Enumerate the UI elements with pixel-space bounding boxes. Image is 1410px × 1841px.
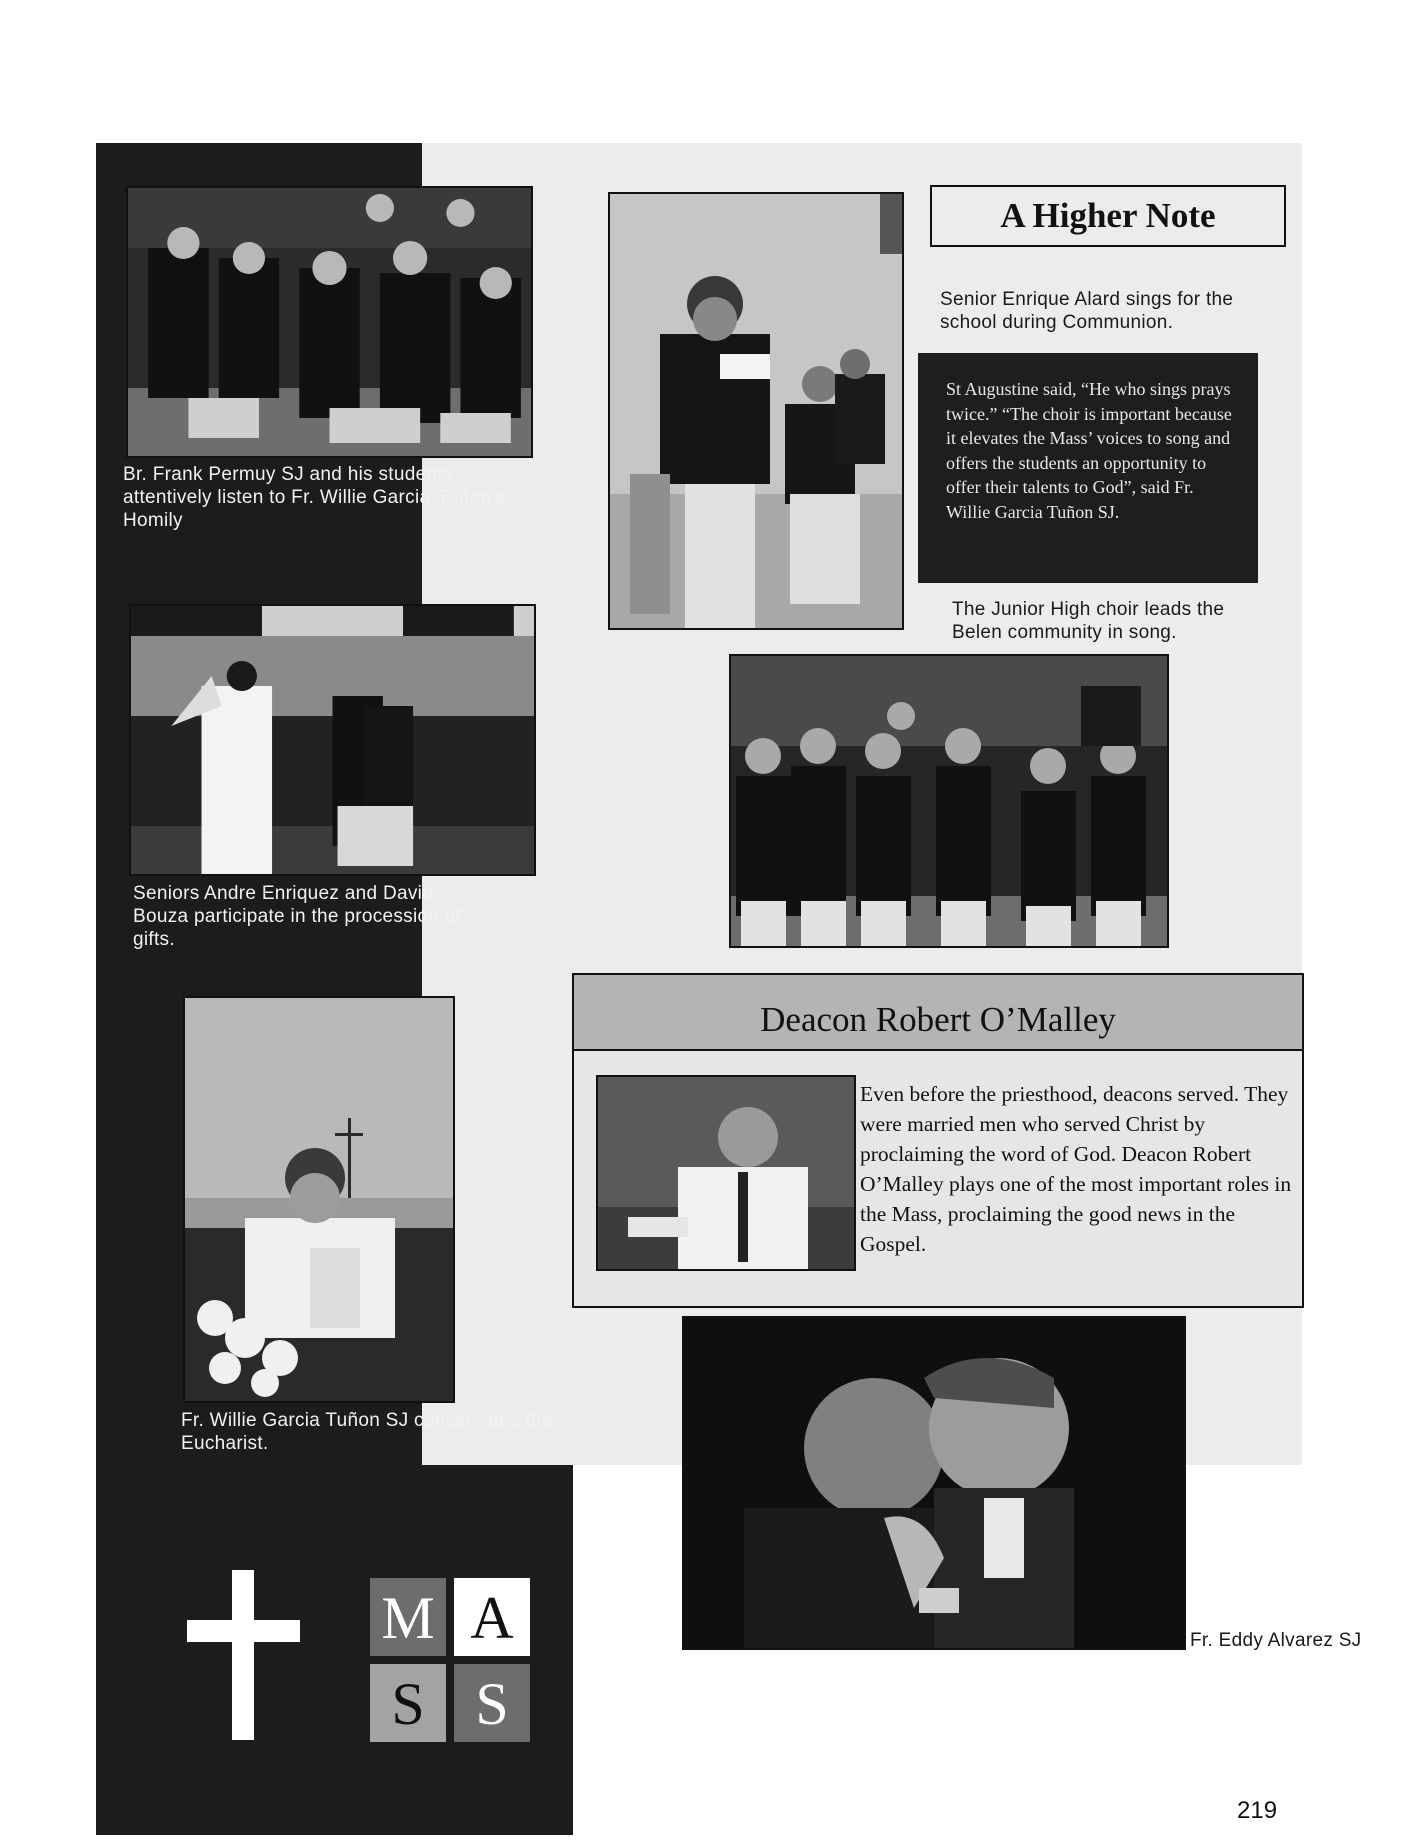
photo-deacon	[596, 1075, 856, 1271]
mass-logo	[370, 1578, 530, 1742]
photo-eddy-alvarez	[682, 1316, 1186, 1650]
logo-letter-s-2: S	[454, 1664, 530, 1742]
logo-letter-a: A	[454, 1578, 530, 1656]
caption-procession: Seniors Andre Enriquez and David Bouza participate in the procession of gifts.	[133, 883, 462, 950]
quote-box	[918, 353, 1258, 583]
cross-icon	[187, 1570, 300, 1740]
deacon-body: Even before the priesthood, deacons served. They were married men who served Christ by proclaiming the word of God. Deacon Robert O’Malley plays one of the most important roles in the Mass, proclaiming the good news in the Gospel.	[860, 1082, 1292, 1256]
page-title: A Higher Note	[1000, 196, 1216, 235]
logo-letter-m: M	[370, 1578, 446, 1656]
photo-procession	[129, 604, 536, 876]
caption-alard: Senior Enrique Alard sings for the school during Communion.	[940, 289, 1234, 333]
deacon-box	[572, 973, 1304, 1308]
photo-enrique-alard	[608, 192, 904, 630]
caption-permuy: Br. Frank Permuy SJ and his students attentively listen to Fr. Willie Garcia-Tuñon's Homily	[123, 464, 506, 531]
photo-choir	[729, 654, 1169, 948]
title-box	[930, 185, 1286, 247]
photo-students-listening	[126, 186, 533, 458]
logo-letter-s: S	[370, 1664, 446, 1742]
caption-eucharist: Fr. Willie Garcia Tuñon SJ consecrates the Eucharist.	[181, 1410, 553, 1454]
deacon-title: Deacon Robert O’Malley	[760, 1000, 1116, 1039]
photo-eucharist	[183, 996, 455, 1403]
deacon-title-bar	[574, 975, 1302, 1051]
quote-text: St Augustine said, “He who sings prays twice.” “The choir is important because it elevates the Mass’ voices to song and offers the students an opportunity to offer their talents to God”, said Fr. Willie Garcia Tuñon SJ.	[946, 379, 1232, 522]
caption-alvarez: Fr. Eddy Alvarez SJ	[1190, 1630, 1362, 1651]
caption-choir: The Junior High choir leads the Belen community in song.	[952, 599, 1225, 643]
page-number: 219	[1237, 1797, 1278, 1824]
